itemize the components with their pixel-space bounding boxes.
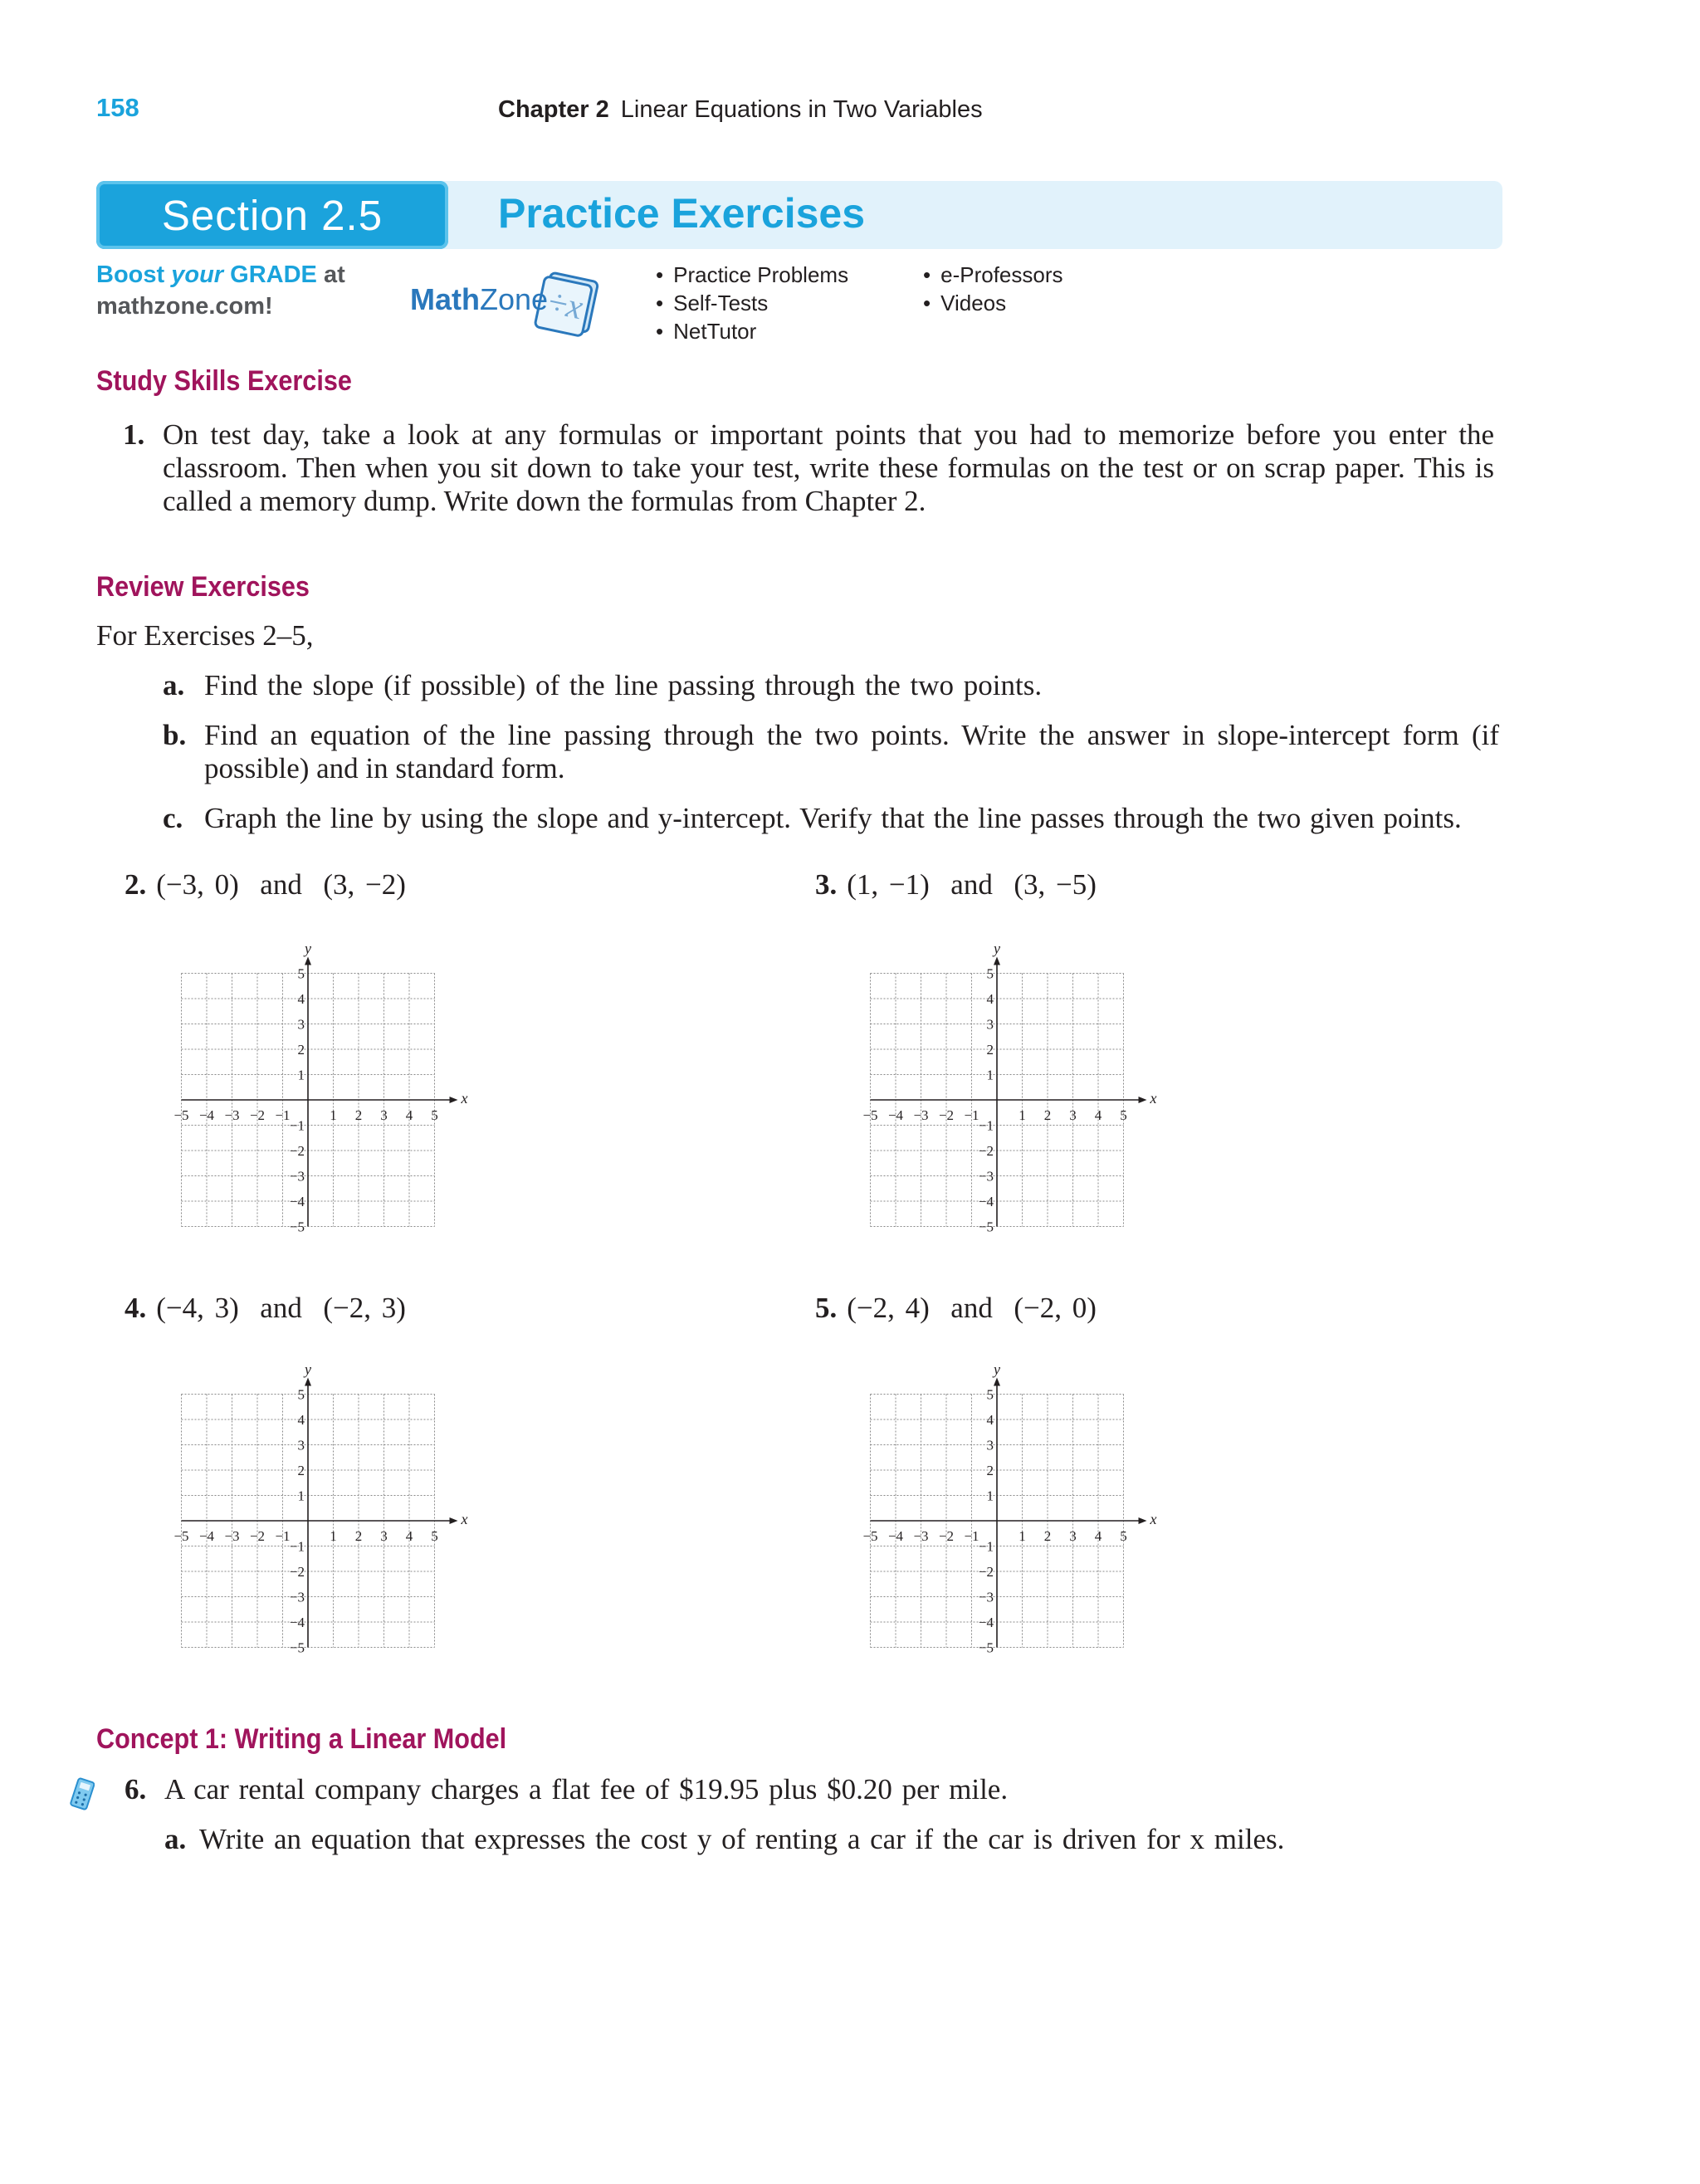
- y-tick-label: 2: [297, 1463, 305, 1478]
- x-tick-label: 3: [380, 1528, 388, 1544]
- y-axis-arrow-icon: [305, 1378, 311, 1386]
- x-tick-label: 1: [330, 1107, 337, 1123]
- y-tick-label: 2: [297, 1042, 305, 1058]
- y-tick-label: −5: [978, 1219, 994, 1235]
- y-tick-label: 2: [986, 1463, 994, 1478]
- part-label: b.: [163, 719, 187, 751]
- graph-grid-2: [158, 938, 490, 1245]
- x-tick-label: −1: [275, 1528, 291, 1544]
- y-tick-label: 3: [986, 1437, 994, 1454]
- feature-item: • Practice Problems: [656, 261, 848, 289]
- x-tick-label: 2: [354, 1107, 363, 1123]
- x-tick-label: −5: [173, 1107, 189, 1123]
- y-axis-label: y: [305, 940, 311, 957]
- y-tick-label: 3: [986, 1016, 994, 1033]
- review-intro: For Exercises 2–5,: [96, 619, 314, 652]
- part-label: c.: [163, 802, 183, 834]
- y-tick-label: 5: [986, 1386, 994, 1403]
- running-header: [498, 96, 983, 124]
- y-tick-label: −1: [978, 1538, 994, 1555]
- y-tick-label: −4: [978, 1615, 994, 1630]
- x-tick-label: −2: [938, 1107, 955, 1123]
- x-tick-label: −4: [887, 1528, 904, 1544]
- x-tick-label: −1: [275, 1107, 291, 1123]
- part-a-text: Find the slope (if possible) of the line passing through the two points.: [204, 669, 1043, 701]
- concept-1-heading: Concept 1: Writing a Linear Model: [96, 1723, 507, 1755]
- x-tick-label: −3: [913, 1107, 929, 1123]
- y-tick-label: −2: [289, 1564, 305, 1580]
- svg-text:÷x: ÷x: [544, 282, 587, 328]
- x-tick-label: −2: [938, 1528, 955, 1544]
- y-tick-label: −4: [978, 1194, 994, 1209]
- y-tick-label: −3: [289, 1589, 305, 1605]
- x-axis-arrow-icon: [1139, 1097, 1147, 1103]
- problem-4: 4. (−4, 3) and (−2, 3): [125, 1292, 406, 1324]
- x-tick-label: 1: [1019, 1107, 1026, 1123]
- problem-2: 2. (−3, 0) and (3, −2): [125, 868, 406, 901]
- y-axis-arrow-icon: [994, 1378, 1000, 1386]
- x-tick-label: −4: [198, 1528, 215, 1544]
- x-tick-label: −2: [249, 1107, 266, 1123]
- y-tick-label: 5: [986, 965, 994, 982]
- x-tick-label: −3: [224, 1528, 240, 1544]
- section-title: Practice Exercises: [498, 190, 866, 237]
- y-tick-label: −4: [289, 1615, 305, 1630]
- exercise-number: 6.: [125, 1773, 147, 1805]
- x-tick-label: −3: [913, 1528, 929, 1544]
- x-tick-label: −2: [249, 1528, 266, 1544]
- x-axis-label: x: [1150, 1090, 1157, 1107]
- exercise-number: 1.: [123, 418, 145, 451]
- x-tick-label: −4: [887, 1107, 904, 1123]
- y-tick-label: −2: [978, 1143, 994, 1159]
- mathzone-url[interactable]: mathzone.com!: [96, 293, 273, 320]
- part-b-text: Find an equation of the line passing through the two points. Write the answer in slope-intercept form (if possible) and in standard form.: [204, 719, 1499, 784]
- x-tick-label: 2: [354, 1528, 363, 1544]
- x-tick-label: −4: [198, 1107, 215, 1123]
- x-tick-label: −1: [964, 1528, 979, 1544]
- x-tick-label: 1: [330, 1528, 337, 1544]
- x-tick-label: 3: [380, 1107, 388, 1123]
- y-axis-arrow-icon: [994, 957, 1000, 965]
- mathzone-wordmark: MathZone: [410, 282, 549, 316]
- x-tick-label: 5: [431, 1107, 438, 1123]
- y-tick-label: −5: [289, 1219, 305, 1235]
- y-tick-label: 5: [297, 1386, 305, 1403]
- problem-3: 3. (1, −1) and (3, −5): [815, 868, 1097, 901]
- y-tick-label: −4: [289, 1194, 305, 1209]
- y-tick-label: 4: [986, 1412, 994, 1428]
- x-tick-label: 3: [1069, 1528, 1077, 1544]
- x-tick-label: 2: [1043, 1107, 1052, 1123]
- part-label: a.: [164, 1823, 187, 1855]
- y-tick-label: −1: [978, 1117, 994, 1134]
- x-tick-label: 2: [1043, 1528, 1052, 1544]
- x-tick-label: −5: [173, 1528, 189, 1544]
- graph-grid-5: [847, 1359, 1179, 1666]
- feature-item: • Videos: [923, 289, 1063, 317]
- y-tick-label: 1: [986, 1488, 994, 1504]
- x-axis-label: x: [1150, 1511, 1157, 1527]
- x-tick-label: 1: [1019, 1528, 1026, 1544]
- feature-item: • NetTutor: [656, 317, 848, 345]
- y-tick-label: 4: [986, 991, 994, 1007]
- x-tick-label: 4: [405, 1528, 413, 1544]
- x-tick-label: −5: [862, 1107, 878, 1123]
- part-label: a.: [163, 669, 185, 701]
- feature-list-1: [656, 261, 848, 345]
- y-tick-label: −1: [289, 1538, 305, 1555]
- x-axis-label: x: [461, 1090, 468, 1107]
- x-tick-label: 4: [1094, 1528, 1102, 1544]
- x-tick-label: −3: [224, 1107, 240, 1123]
- y-tick-label: 3: [297, 1437, 305, 1454]
- y-axis-label: y: [994, 940, 1000, 957]
- review-heading: Review Exercises: [96, 571, 310, 603]
- y-tick-label: 1: [986, 1067, 994, 1083]
- exercise-1-text: On test day, take a look at any formulas or important points that you had to memorize before you enter the classroom. Then when you sit down to take your test, write these formulas on the test or on scrap paper. This is called a memory dump. Write down the formulas from Chapter 2.: [163, 418, 1494, 517]
- x-axis-arrow-icon: [450, 1097, 458, 1103]
- x-tick-label: 4: [1094, 1107, 1102, 1123]
- y-tick-label: 4: [297, 1412, 305, 1428]
- x-tick-label: 5: [431, 1528, 438, 1544]
- y-tick-label: −1: [289, 1117, 305, 1134]
- y-tick-label: 4: [297, 991, 305, 1007]
- y-tick-label: 1: [297, 1067, 305, 1083]
- x-tick-label: −5: [862, 1528, 878, 1544]
- mathzone-promo: Boost your GRADE at mathzone.com!: [96, 259, 345, 322]
- x-tick-label: 5: [1120, 1528, 1127, 1544]
- chapter-label: Chapter 2: [498, 96, 609, 123]
- chapter-title: Linear Equations in Two Variables: [620, 96, 983, 123]
- graph-grid-3: [847, 938, 1179, 1245]
- x-axis-arrow-icon: [450, 1517, 458, 1524]
- x-tick-label: 4: [405, 1107, 413, 1123]
- x-axis-arrow-icon: [1139, 1517, 1147, 1524]
- feature-item: • Self-Tests: [656, 289, 848, 317]
- y-tick-label: −3: [978, 1589, 994, 1605]
- y-tick-label: −2: [289, 1143, 305, 1159]
- y-tick-label: 1: [297, 1488, 305, 1504]
- y-axis-label: y: [994, 1361, 1000, 1378]
- x-axis-label: x: [461, 1511, 468, 1527]
- y-tick-label: 2: [986, 1042, 994, 1058]
- x-tick-label: −1: [964, 1107, 979, 1123]
- y-tick-label: −5: [978, 1639, 994, 1656]
- section-tab: Section 2.5: [96, 181, 448, 249]
- exercise-6a-text: Write an equation that expresses the cost y of renting a car if the car is driven for x miles.: [199, 1823, 1285, 1855]
- y-tick-label: 3: [297, 1016, 305, 1033]
- graph-grid-4: [158, 1359, 490, 1666]
- x-tick-label: 3: [1069, 1107, 1077, 1123]
- study-skills-heading: Study Skills Exercise: [96, 365, 352, 397]
- y-axis-arrow-icon: [305, 957, 311, 965]
- feature-item: • e-Professors: [923, 261, 1063, 289]
- y-axis-label: y: [305, 1361, 311, 1378]
- exercise-6-text: A car rental company charges a flat fee of $19.95 plus $0.20 per mile.: [164, 1773, 1009, 1805]
- y-tick-label: −5: [289, 1639, 305, 1656]
- x-tick-label: 5: [1120, 1107, 1127, 1123]
- y-tick-label: −3: [289, 1168, 305, 1185]
- feature-list-2: [923, 261, 1063, 317]
- problem-5: 5. (−2, 4) and (−2, 0): [815, 1292, 1097, 1324]
- y-tick-label: −2: [978, 1564, 994, 1580]
- part-c-text: Graph the line by using the slope and y-intercept. Verify that the line passes through the two given points.: [204, 802, 1462, 834]
- y-tick-label: 5: [297, 965, 305, 982]
- page-number: 158: [96, 93, 139, 122]
- calculator-icon: [70, 1776, 95, 1813]
- y-tick-label: −3: [978, 1168, 994, 1185]
